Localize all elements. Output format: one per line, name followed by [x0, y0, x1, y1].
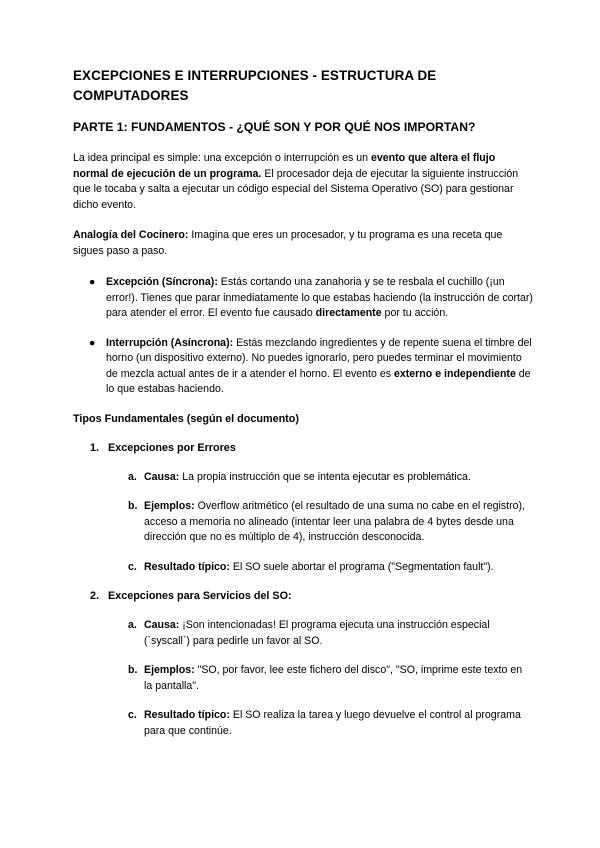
sub-item	[73, 663, 533, 694]
intro-text-a: La idea principal es simple: una excepción o interrupción es un	[73, 152, 371, 164]
sub-label: Resultado típico:	[144, 709, 230, 721]
sub-text: Overflow aritmético (el resultado de una suma no cabe en el registro), acceso a memoria no alineado (intentar leer una palabra de 4 bytes desde una dirección que no es múltiplo de 4), instrucción desconocida.	[144, 500, 525, 543]
bullet-exception	[73, 275, 533, 322]
sub-item	[73, 499, 533, 546]
sub-letter: c.	[128, 560, 137, 573]
sub-item	[73, 618, 533, 649]
sub-text: ¡Son intencionadas! El programa ejecuta una instrucción especial (`syscall`) para pedirle un favor al SO.	[144, 619, 490, 647]
type-item	[73, 441, 533, 576]
type-item	[73, 589, 533, 739]
type-title	[73, 441, 533, 456]
sub-text: El SO realiza la tarea y luego devuelve el control al programa para que continúe.	[144, 709, 521, 737]
document-page	[73, 66, 533, 753]
type-sublist	[73, 618, 533, 739]
sub-item	[73, 560, 533, 576]
sub-text: "SO, por favor, lee este fichero del disco", "SO, imprime este texto en la pantalla".	[144, 664, 523, 692]
bullet-interrupt	[73, 336, 533, 398]
bullet-dot-icon: ●	[89, 276, 96, 288]
sub-letter: c.	[128, 709, 137, 721]
type-number: 1.	[90, 441, 100, 454]
sub-text: La propia instrucción que se intenta ejecutar es problemática.	[179, 470, 471, 483]
document-title: EXCEPCIONES E INTERRUPCIONES - ESTRUCTURA DE COMPUTADORES	[73, 68, 437, 103]
sub-letter: a.	[128, 619, 137, 631]
bullet-text: Estás mezclando ingredientes y de repente suena el timbre del horno (un dispositivo externo). No puedes ignorarlo, pero puedes terminar el movimiento de mezcla actual antes de ir a atender el horno. El evento es	[106, 336, 532, 380]
type-number: 2.	[90, 590, 100, 602]
sub-letter: a.	[128, 470, 137, 483]
bullet-bold: directamente	[315, 307, 382, 319]
type-title	[73, 589, 533, 604]
bullet-label: Interrupción (Asíncrona):	[106, 336, 234, 349]
sub-letter: b.	[128, 500, 138, 512]
sub-label: Resultado típico:	[144, 560, 230, 573]
sub-label: Causa:	[144, 470, 180, 483]
bullet-text: por tu acción.	[381, 307, 449, 319]
types-heading: Tipos Fundamentales (según el documento)	[73, 412, 299, 425]
analogy-paragraph	[73, 228, 533, 259]
intro-bold: evento que altera el flujo normal de ejecución de un programa.	[73, 152, 496, 180]
analogy-text: Imagina que eres un procesador, y tu programa es una receta que sigues paso a paso.	[73, 229, 503, 257]
sub-label: Ejemplos:	[144, 664, 195, 676]
sub-label: Ejemplos:	[144, 500, 195, 512]
sub-item	[73, 708, 533, 739]
types-list	[73, 441, 533, 740]
type-sublist	[73, 470, 533, 576]
bullet-label: Excepción (Síncrona):	[106, 276, 218, 288]
bullet-text: Estás cortando una zanahoria y se te resbala el cuchillo (¡un error!). Tienes que parar inmediatamente lo que estabas haciendo (la instrucción de cortar) para atender el error. El evento fue causado	[106, 276, 533, 319]
type-title-text: Excepciones por Errores	[108, 441, 236, 454]
intro-text-b: El procesador deja de ejecutar la siguiente instrucción que le tocaba y salta a ejecutar un código especial del Sistema Operativo (SO) para gestionar dicho evento.	[73, 167, 519, 211]
bullet-text: de lo que estabas haciendo.	[106, 367, 531, 395]
sub-item	[73, 470, 533, 486]
bullet-bold: externo e independiente	[393, 367, 516, 380]
sub-label: Causa:	[144, 619, 180, 631]
bullet-dot-icon: ●	[89, 336, 96, 349]
analogy-bullets	[73, 275, 533, 398]
part1-heading: PARTE 1: FUNDAMENTOS - ¿QUÉ SON Y POR QUÉ NOS IMPORTAN?	[73, 120, 476, 134]
sub-text: El SO suele abortar el programa ("Segmentation fault").	[229, 560, 494, 573]
intro-paragraph	[73, 151, 533, 213]
analogy-label: Analogía del Cocinero:	[73, 229, 189, 241]
sub-letter: b.	[128, 664, 138, 676]
type-title-text: Excepciones para Servicios del SO:	[108, 590, 292, 602]
